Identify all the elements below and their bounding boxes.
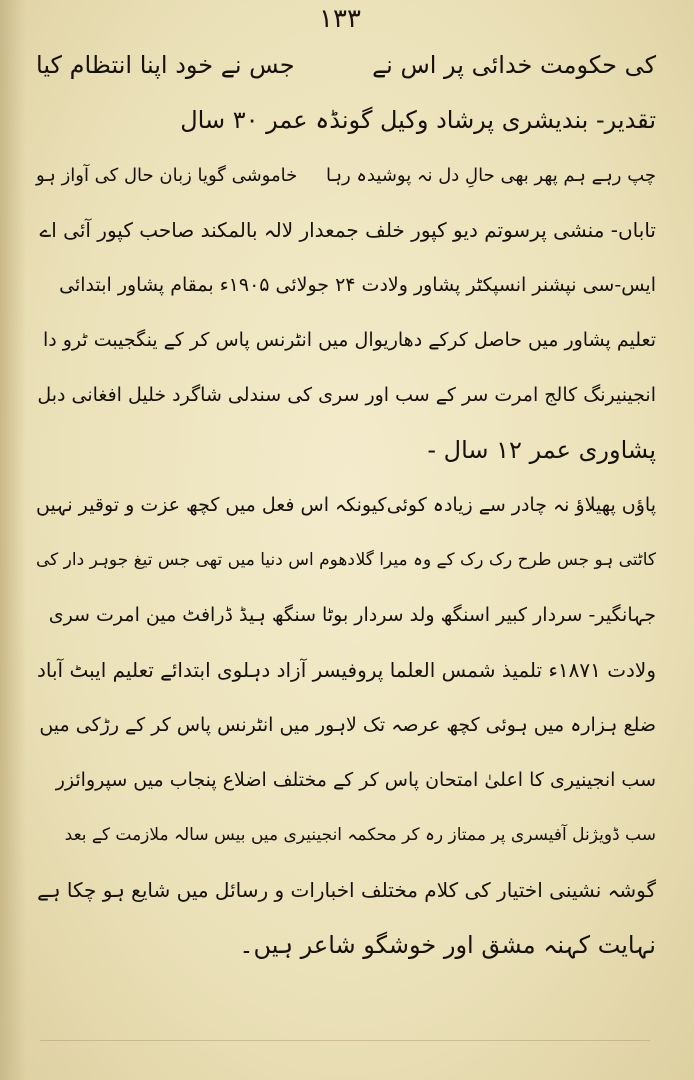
prose-text: انجینیرنگ کالج امرت سر کے سب اور سری کی سندلی شاگرد خلیل افغانی دبل [37, 384, 656, 406]
prose-text: تعلیم پشاور میں حاصل کرکے دھاریوال میں انٹرنس پاس کر کے ینگجیبت ٹرو دا [42, 329, 656, 351]
verse-line-3 [36, 148, 656, 203]
verse-line-1 [36, 38, 656, 93]
verse-misra-right: کاٹتی ہو جس طرح رک رک کے وہ میرا گلا [355, 550, 656, 570]
prose-line-4 [36, 203, 656, 258]
prose-text: نہایت کہنہ مشق اور خوشگو شاعر ہیں۔ [239, 931, 656, 959]
verse-misra-right: پاؤں پھیلاؤ نہ چادر سے زیادہ کوئی [386, 494, 656, 516]
prose-line-11 [36, 588, 656, 643]
verse-line-10 [36, 533, 656, 588]
prose-line-15 [36, 808, 656, 863]
prose-line-17 [36, 918, 656, 973]
prose-text: گوشہ نشینی اختیار کی کلام مختلف اخبارات و رسائل میں شایع ہو چکا ہے [37, 878, 656, 902]
prose-line-6 [36, 313, 656, 368]
verse-misra-left: دھوم اس دنیا میں تھی جس تیغ جوہر دار کی [36, 550, 355, 570]
prose-line-16 [36, 863, 656, 918]
prose-line-5 [36, 258, 656, 313]
verse-misra-right: کی حکومت خدائی پر اس نے [372, 51, 656, 79]
page-binding-shadow [0, 0, 26, 1080]
prose-line-12 [36, 643, 656, 698]
prose-text: پشاوری عمر ۱۲ سال - [427, 436, 656, 464]
urdu-text-body [36, 38, 656, 973]
verse-line-9 [36, 478, 656, 533]
prose-text: تقدیر- بندیشری پرشاد وکیل گونڈہ عمر ۳۰ سال [180, 106, 656, 134]
prose-line-13 [36, 698, 656, 753]
prose-text: ولادت ۱۸۷۱ء تلمیذ شمس العلما پروفیسر آزاد دہلوی ابتدائے تعلیم ایبٹ آباد [36, 658, 656, 682]
verse-misra-left: خاموشی گویا زبان حال کی آواز ہو [36, 165, 298, 186]
prose-text: جہانگیر- سردار کبیر اسنگھ ولد سردار بوٹا سنگھ ہیڈ ڈرافٹ مین امرت سری [48, 604, 656, 626]
prose-text: سب انجینیری کا اعلیٰ امتحان پاس کر کے مختلف اضلاع پنجاب میں سپروائزر [55, 769, 656, 791]
prose-line-8 [36, 423, 656, 478]
prose-line-7 [36, 368, 656, 423]
prose-text: تاباں- منشی پرسوتم دیو کپور خلف جمعدار لالہ بالمکند صاحب کپور آئی اے [39, 218, 656, 242]
prose-text: ضلع ہزارہ میں ہوئی کچھ عرصہ تک لاہور میں انٹرنس پاس کر کے رڑکی میں [39, 714, 656, 736]
verse-misra-right: چپ رہے ہم پھر بھی حالِ دل نہ پوشیدہ رہا [325, 165, 656, 186]
page-bottom-edge [40, 1040, 650, 1041]
prose-line-2 [36, 93, 656, 148]
verse-misra-left: کیونکہ اس فعل میں کچھ عزت و توقیر نہیں [36, 494, 387, 516]
verse-misra-left: جس نے خود اپنا انتظام کیا [36, 51, 295, 79]
prose-text: ایس-سی نپشنر انسپکٹر پشاور ولادت ۲۴ جولائی ۱۹۰۵ء بمقام پشاور ابتدائی [59, 274, 656, 296]
page-number: ۱۳۳ [319, 4, 361, 34]
prose-text: سب ڈویژنل آفیسری پر ممتاز رہ کر محکمہ انجینیری میں بیس سالہ ملازمت کے بعد [64, 825, 656, 845]
prose-line-14 [36, 753, 656, 808]
